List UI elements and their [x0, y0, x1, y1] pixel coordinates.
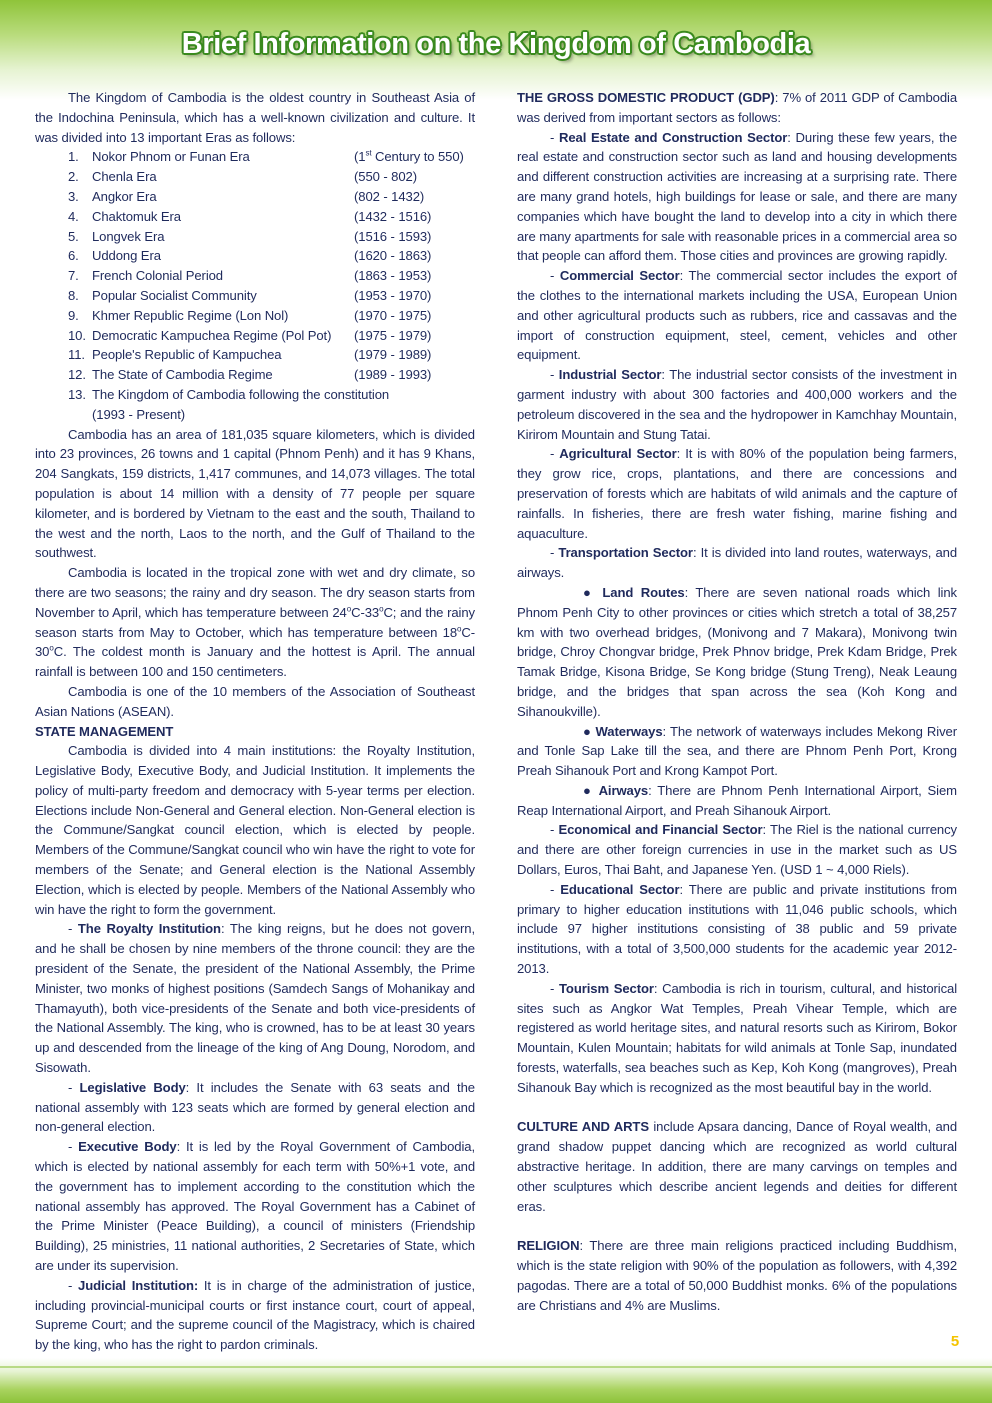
list-item: 10. Democratic Kampuchea Regime (Pol Pot) (1975 - 1979)	[68, 327, 432, 343]
list-item-continued: (1993 - Present)	[92, 406, 186, 422]
economic-paragraph: - Economical and Financial Sector: The Riel is the national currency and there are other foreign currencies in use in the market such as US Dollars, Euros, Thai Baht, and Japanese Yen. (USD 1 ~ 4,000 Riels).	[517, 822, 957, 878]
transportation-paragraph: - Transportation Sector: It is divided into land routes, waterways, and airways.	[517, 545, 957, 581]
legislative-paragraph: - Legislative Body: It includes the Senate with 63 seats and the national assembly with 123 seats which are formed by general election and non-general election.	[35, 1079, 475, 1135]
page-number: 5	[950, 1333, 960, 1350]
list-item: 1. Nokor Phnom or Funan Era (1st Century to 550)	[68, 149, 464, 165]
airways-paragraph: ● Airways: There are Phnom Penh International Airport, Siem Reap International Airport, and Preah Sihanouk Airport.	[517, 782, 957, 818]
education-paragraph: - Educational Sector: There are public and private institutions from primary to higher education institutions with 11,046 public schools, which include 97 higher institutions consisting of 38 public and 59 private institutions, with a total of 3,500,000 students for the academic year 2012-2013.	[517, 881, 957, 977]
bullet-icon: ●	[583, 723, 596, 739]
spacer	[517, 1098, 957, 1118]
list-item: 3. Angkor Era (802 - 1432)	[68, 188, 425, 204]
religion-paragraph: RELIGION: There are three main religions practiced including Buddhism, which is the state religion with 90% of the population as followers, with 4,392 pagodas. There are a total of 50,000 Buddhist monks. 6% of the populations are Christians and 4% are Muslims.	[517, 1238, 957, 1313]
list-item: 9. Khmer Republic Regime (Lon Nol) (1970 - 1975)	[68, 307, 432, 323]
tourism-paragraph: - Tourism Sector: Cambodia is rich in tourism, cultural, and historical sites such as Angkor Wat Temples, Preah Vihear Temple, which are registered as world heritage sites, and natural resorts such as Kirirom, Bokor Mountain, Kulen Mountain; habitats for wild animals at Tonle Sap, inundated forests, waterfalls, sea beaches such as Kep, Koh Kong (mangroves), Preah Sihanouk Bay which is recognized as the most beautiful bay in the world.	[517, 980, 958, 1095]
list-item: 13. The Kingdom of Cambodia following the constitution	[68, 386, 390, 402]
gdp-paragraph: THE GROSS DOMESTIC PRODUCT (GDP): 7% of 2011 GDP of Cambodia was derived from important sectors as follows:	[517, 90, 957, 125]
state-management-paragraph: Cambodia is divided into 4 main institutions: the Royalty Institution, Legislative Body, Executive Body, and Judicial Institution. It implements the policy of multi-party freedom and democracy with 5-year terms per election. Elections include Non-General and General election. Non-General election is the Commune/Sangkat council election, which is elected by people. Members of the Commune/Sangkat council who win have the right to vote for members of the Senate; and General election is the National Assembly Election, which is elected by people. Members of the National Assembly who win have the right to form the government.	[35, 743, 475, 917]
commercial-paragraph: - Commercial Sector: The commercial sector includes the export of the clothes to the international markets including the USA, European Union and other agricultural products such as rubbers, rice and cassavas and the import of construction equipment, steel, cement, vehicles and other equipment.	[517, 268, 957, 363]
judicial-paragraph: - Judicial Institution: It is in charge of the administration of justice, including provincial-municipal courts or first instance court, court of appeal, Supreme Court; and the supreme council of the Magistracy, which is chaired by the king, who has the right to pardon criminals.	[35, 1277, 475, 1353]
list-item: 8. Popular Socialist Community (1953 - 1970)	[68, 287, 432, 303]
industrial-paragraph: - Industrial Sector: The industrial sector consists of the investment in garment industry with about 300 factories and 400,000 workers and the petroleum discovered in the sea and the hydropower in Kamchhay Mountain, Kirirom Mountain and Stung Tatai.	[517, 367, 957, 442]
culture-paragraph: CULTURE AND ARTS include Apsara dancing, Dance of Royal wealth, and grand shadow puppet dancing which are recognized as world cultural abstractive heritage. In addition, there are many carvings on temples and other sculptures which describe ancient legends and deities for different eras.	[517, 1119, 957, 1214]
right-column	[517, 88, 957, 1315]
list-item: 5. Longvek Era (1516 - 1593)	[68, 228, 432, 244]
agricultural-paragraph: - Agricultural Sector: It is with 80% of the population being farmers, they grow rice, crops, plantations, and there are concessions and preservation of forests which are habitats of wild animals and the capture of rainfalls. In fisheries, there are fresh water fishing, marine fishing and aquaculture.	[517, 446, 957, 541]
asean-paragraph: Cambodia is one of the 10 members of the Association of Southeast Asian Nations (ASEAN).	[35, 683, 475, 719]
spacer	[517, 1216, 957, 1236]
list-item: 11. People's Republic of Kampuchea (1979 - 1989)	[68, 347, 432, 363]
climate-paragraph: Cambodia is located in the tropical zone with wet and dry climate, so there are two seasons; the rainy and dry season. The dry season starts from November to April, which has temperature between 24$^o$C-33$^o$C; and the rainy season starts from May to October, which has temperature between 18$^o$C-30$^o$C. The coldest month is January and the hottest is April. The annual rainfall is between 100 and 150 centimeters.	[35, 565, 475, 680]
bullet-icon: ●	[583, 782, 599, 798]
area-paragraph: Cambodia has an area of 181,035 square kilometers, which is divided into 23 provinces, 26 towns and 1 capital (Phnom Penh) and it has 9 Khans, 204 Sangkats, 159 districts, 1,417 communes, and 14,073 villages. The total population is about 14 million with a density of 77 people per square kilometer, and is bordered by Vietnam to the east and the south, Thailand to the west and the north, Laos to the north, and the Gulf of Thailand to the southwest.	[35, 426, 475, 561]
real-estate-paragraph: - Real Estate and Construction Sector: During these few years, the real estate and construction sector such as land and housing developments and different construction activities are increasing at a surprising rate. There are many grand hotels, high buildings for lease or sale, and there are many companies which have bought the land to develop into a city in which there are many apartments for sale with reasonable prices in a commercial area so that people can afford them. Those cities and provinces are growing rapidly.	[517, 129, 957, 264]
era-list	[35, 147, 475, 424]
list-item: 7. French Colonial Period (1863 - 1953)	[68, 268, 432, 284]
list-item: 4. Chaktomuk Era (1432 - 1516)	[68, 208, 432, 224]
intro-paragraph: The Kingdom of Cambodia is the oldest country in Southeast Asia of the Indochina Peninsula, which has a well-known civilization and culture. It was divided into 13 important Eras as follows:	[35, 90, 475, 145]
footer-band	[0, 1358, 992, 1403]
waterways-paragraph: ● Waterways: The network of waterways includes Mekong River and Tonle Sap Lake till the sea, and there are Phnom Penh Port, Krong Preah Sihanouk Port and Krong Kampot Port.	[517, 723, 957, 779]
royalty-paragraph: - The Royalty Institution: The king reigns, but he does not govern, and he shall be chosen by nine members of the throne council: they are the president of the Senate, the president of the National Assembly, the Prime Minister, two monks of highest positions (Samdech Sangs of Mohanikay and Thamayuth), both vice-presidents of the Senate and both vice-presidents of the National Assembly. The king, who is crowned, has to be at least 30 years up and descended from the lineage of the king of Ang Doung, Norodom, and Sisowath.	[35, 921, 475, 1076]
executive-paragraph: - Executive Body: It is led by the Royal Government of Cambodia, which is elected by national assembly for each term with 50%+1 vote, and the government has to implement according to the constitution which the national assembly has approved. The Royal Government has a Cabinet of the Prime Minister (Peace Building), a council of ministers (Friendship Building), 25 ministries, 11 national authorities, 2 Secretaries of State, which are under its supervision.	[35, 1139, 475, 1274]
state-management-heading: STATE MANAGEMENT	[35, 723, 174, 739]
list-item: 2. Chenla Era (550 - 802)	[68, 169, 417, 185]
page-title: Brief Information on the Kingdom of Cambodia	[181, 28, 811, 60]
list-item: 6. Uddong Era (1620 - 1863)	[68, 248, 432, 264]
land-routes-paragraph: ● Land Routes: There are seven national roads which link Phnom Penh City to other provinces or cities which stretch a total of 38,257 km with two overhead bridges, (Monivong and 7 Makara), Monivong twin bridge, Chroy Chongvar bridge, Prek Phnov bridge, Prek Kdam Bridge, Prek Tamak Bridge, Kisona Bridge, Se Kong bridge (Stung Treng), Neak Leaung bridge, and the bridges that span across the sea (Koh Kong and Sihanoukville).	[517, 584, 957, 719]
left-column	[35, 88, 475, 1355]
list-item: 12. The State of Cambodia Regime (1989 - 1993)	[68, 367, 432, 383]
bullet-icon: ●	[583, 584, 603, 600]
